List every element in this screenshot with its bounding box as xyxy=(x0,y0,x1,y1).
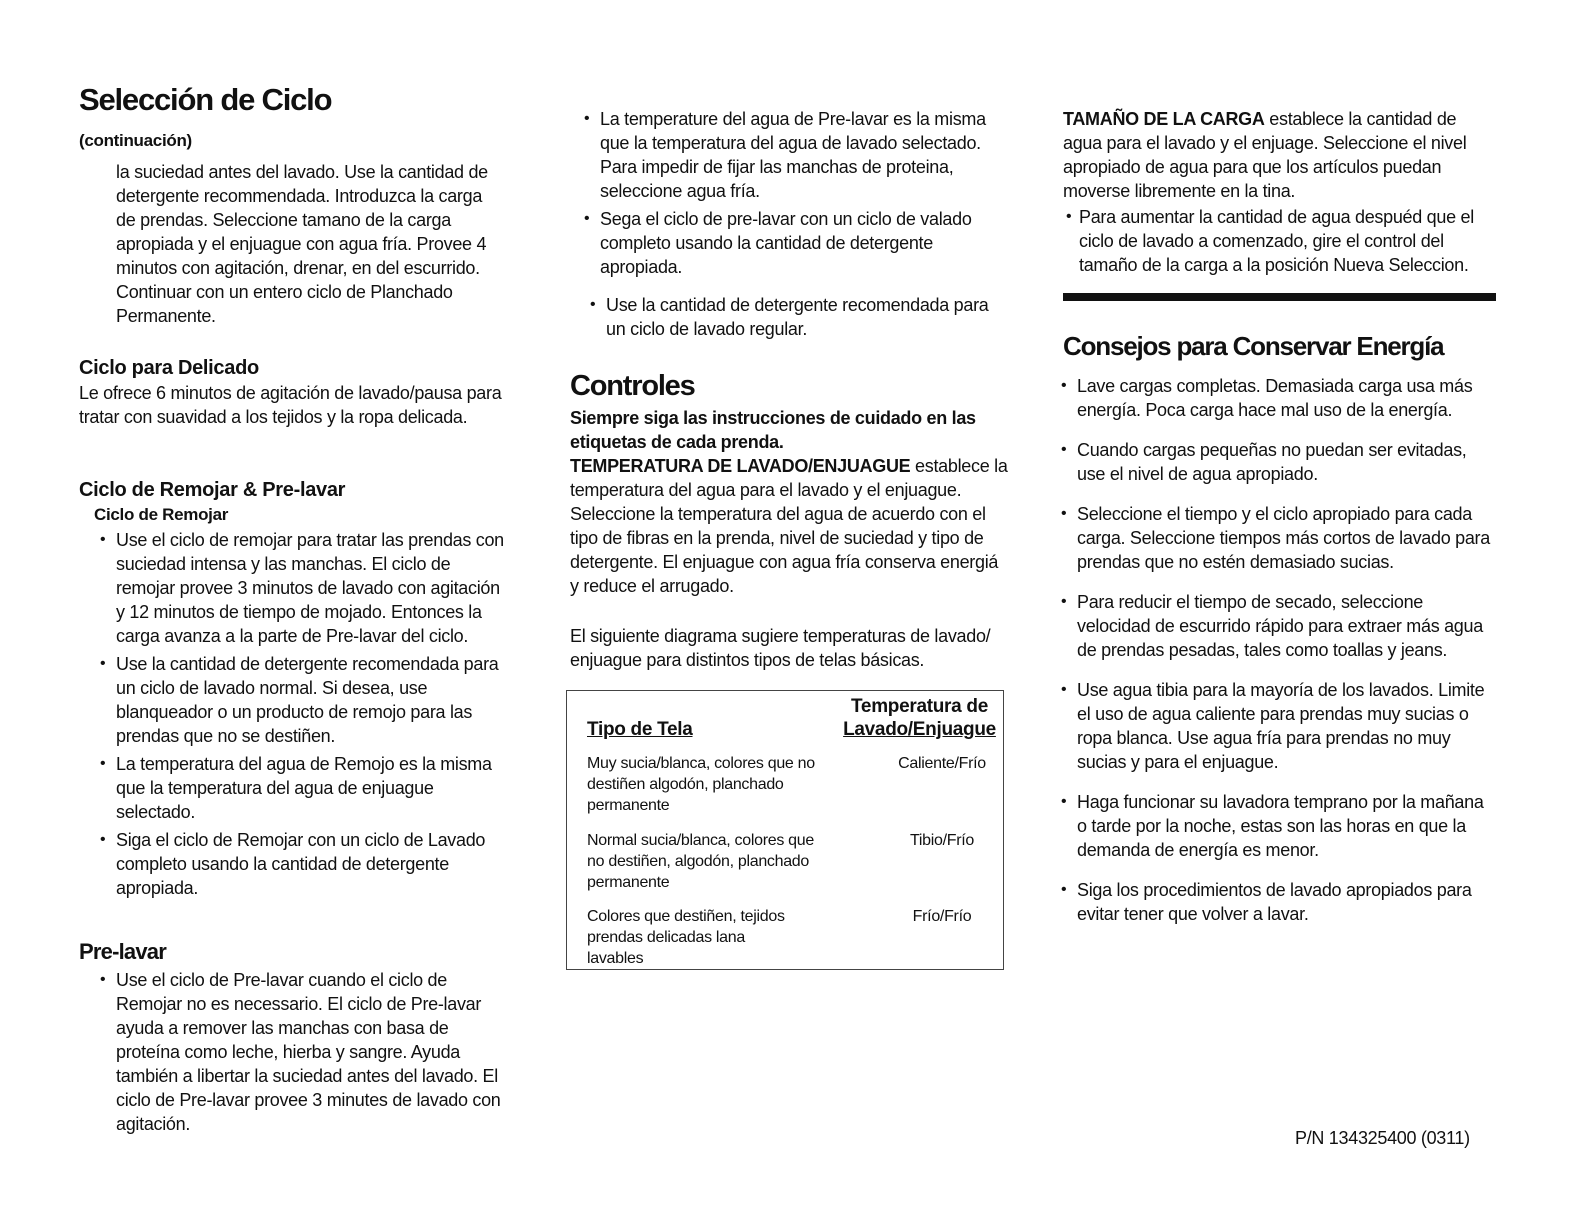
temperature-text: establece la temperatura del agua para el lavado y el enjuague. Seleccione la temperatura del agua de acuerdo con el tipo de fibras en la prenda, nivel de suciedad y tipo de detergente. El enjuague con agua fría conserva energiá y reduce el arrugado. xyxy=(570,456,1008,596)
intro-paragraph: la suciedad antes del lavado. Use la cantidad de detergente recommendada. Introduzca la carga de prendas. Seleccione tamano de la carga apropiada y el enjuague con agua fría. Provee 4 minutos con agitación, drenar, en del escurrido. Continuar con un entero ciclo de Planchado Permanente. xyxy=(116,162,488,326)
controles-heading: Controles xyxy=(570,370,695,402)
list-item-text: Haga funcionar su lavadora temprano por la mañana o tarde por la noche, estas son las horas en que la demanda de energía es menor. xyxy=(1077,792,1484,860)
continuation-label: (continuación) xyxy=(79,131,192,150)
energy-list xyxy=(1061,374,1497,926)
list-item: • Lave cargas completas. Demasiada carga usa más energía. Poca carga hace mal uso de la energía. xyxy=(1061,376,1473,420)
table-cell-fabric: Normal sucia/blanca, colores que no destiñen, algodón, planchado permanente xyxy=(587,832,814,891)
table-cell-temperature: Tibio/Frío xyxy=(910,832,974,849)
load-size-text: establece la cantidad de agua para el lavado y el enjuage. Seleccione el nivel apropiado de agua para que los artículos puedan moverse libremente en la tina. xyxy=(1063,109,1467,201)
list-item: • Siga el ciclo de Remojar con un ciclo de Lavado completo usando la cantidad de detergente apropiada. xyxy=(100,830,486,898)
table-header-temperature-line2: Lavado/Enjuague xyxy=(843,719,996,740)
list-item-text: Para reducir el tiempo de secado, seleccione velocidad de escurrido rápido para extraer más agua de prendas pesadas, tales como toallas y jeans. xyxy=(1077,592,1483,660)
list-item: • La temperature del agua de Pre-lavar es la misma que la temperatura del agua de lavado selectado. Para impedir de fijar las manchas de proteina, seleccione agua fría. xyxy=(584,109,986,201)
delicado-heading: Ciclo para Delicado xyxy=(79,357,259,379)
temperature-label: TEMPERATURA DE LAVADO/ENJUAGUE xyxy=(570,456,911,476)
list-item-text: Use agua tibia para la mayoría de los lavados. Limite el uso de agua caliente para prendas muy sucias o ropa blanca. Use agua fría para prendas no muy sucias y para el enjuague. xyxy=(1077,680,1485,772)
table-row xyxy=(587,830,987,893)
diagram-intro: El siguiente diagrama sugiere temperaturas de lavado/ enjuague para distintos tipos de telas básicas. xyxy=(570,626,991,670)
care-instruction: Siempre siga las instrucciones de cuidado en las etiquetas de cada prenda. xyxy=(570,408,976,452)
list-item-text: Sega el ciclo de pre-lavar con un ciclo de valado completo usando la cantidad de detergente apropiada. xyxy=(600,209,972,277)
list-item-text: Lave cargas completas. Demasiada carga usa más energía. Poca carga hace mal uso de la energía. xyxy=(1077,376,1473,420)
list-item: • Use el ciclo de Pre-lavar cuando el ciclo de Remojar no es necessario. El ciclo de Pre-lavar ayuda a remover las manchas con basa de proteína como leche, hierba y sangre. Ayuda también a libertar la suciedad antes del lavado. El ciclo de Pre-lavar provee 3 minutes de lavado con agitación. xyxy=(100,970,501,1134)
list-item-text: Siga el ciclo de Remojar con un ciclo de Lavado completo usando la cantidad de detergente apropiada. xyxy=(116,830,486,898)
page-title: Selección de Ciclo xyxy=(79,82,332,117)
load-size-label: TAMAÑO DE LA CARGA xyxy=(1063,109,1265,129)
list-item-text: La temperatura del agua de Remojo es la misma que la temperatura del agua de enjuague selectado. xyxy=(116,754,492,822)
list-item-text: Para aumentar la cantidad de agua despuéd que el ciclo de lavado a comenzado, gire el control del tamaño de la carga a la posición Nueva Seleccion. xyxy=(1079,207,1474,275)
table-header-temperature xyxy=(842,695,997,741)
delicado-text: Le ofrece 6 minutos de agitación de lavado/pausa para tratar con suavidad a los tejidos y la ropa delicada. xyxy=(79,383,502,427)
list-item: • Cuando cargas pequeñas no puedan ser evitadas, use el nivel de agua apropiado. xyxy=(1061,440,1467,484)
section-divider xyxy=(1063,293,1496,301)
prelavar-heading: Pre-lavar xyxy=(79,939,166,964)
list-item-text: Use el ciclo de remojar para tratar las prendas con suciedad intensa y las manchas. El ciclo de remojar provee 3 minutos de lavado con agitación y 12 minutos de tiempo de mojado. Entonces la carga avanza a la parte de Pre-lavar del ciclo. xyxy=(116,530,504,646)
list-item: • Seleccione el tiempo y el ciclo apropiado para cada carga. Seleccione tiempos más cortos de lavado para prendas que no estén demasiado sucias. xyxy=(1061,504,1490,572)
fabric-temperature-table xyxy=(566,690,1004,970)
part-number: P/N 134325400 (0311) xyxy=(1295,1128,1470,1148)
table-cell-fabric: Muy sucia/blanca, colores que no destiñen algodón, planchado permanente xyxy=(587,755,815,814)
list-item-text: Use la cantidad de detergente recomendada para un ciclo de lavado normal. Si desea, use blanqueador o un producto de remojo para las prendas que no se destiñen. xyxy=(116,654,499,746)
list-item: • Use el ciclo de remojar para tratar las prendas con suciedad intensa y las manchas. El ciclo de remojar provee 3 minutos de lavado con agitación y 12 minutos de tiempo de mojado. Entonces la carga avanza a la parte de Pre-lavar del ciclo. xyxy=(100,530,504,646)
list-item: • Use agua tibia para la mayoría de los lavados. Limite el uso de agua caliente para prendas muy sucias o ropa blanca. Use agua fría para prendas no muy sucias y para el enjuague. xyxy=(1061,680,1485,772)
list-item: • Siga los procedimientos de lavado apropiados para evitar tener que volver a lavar. xyxy=(1061,880,1472,924)
list-item-text: Seleccione el tiempo y el ciclo apropiado para cada carga. Seleccione tiempos más cortos de lavado para prendas que no estén demasiado sucias. xyxy=(1077,504,1490,572)
remojar-list xyxy=(100,528,504,900)
list-item-text: Use la cantidad de detergente recomendada para un ciclo de lavado regular. xyxy=(606,295,989,339)
list-item: • Use la cantidad de detergente recomendada para un ciclo de lavado regular. xyxy=(590,295,989,339)
list-item-text: Use el ciclo de Pre-lavar cuando el ciclo de Remojar no es necessario. El ciclo de Pre-lavar ayuda a remover las manchas con basa de proteína como leche, hierba y sangre. Ayuda también a libertar la suciedad antes del lavado. El ciclo de Pre-lavar provee 3 minutes de lavado con agitación. xyxy=(116,970,501,1134)
regular-list xyxy=(590,293,1010,341)
table-row xyxy=(587,906,987,969)
load-size-paragraph xyxy=(1063,107,1493,203)
energy-heading: Consejos para Conservar Energía xyxy=(1063,331,1444,361)
table-header-fabric xyxy=(587,718,693,741)
remojar-heading: Ciclo de Remojar & Pre-lavar xyxy=(79,479,346,501)
list-item: • Use la cantidad de detergente recomendada para un ciclo de lavado normal. Si desea, use blanqueador o un producto de remojo para las prendas que no se destiñen. xyxy=(100,654,499,746)
list-item-text: Siga los procedimientos de lavado apropiados para evitar tener que volver a lavar. xyxy=(1077,880,1472,924)
list-item: • Para reducir el tiempo de secado, seleccione velocidad de escurrido rápido para extraer más agua de prendas pesadas, tales como toallas y jeans. xyxy=(1061,592,1483,660)
list-item-text: La temperature del agua de Pre-lavar es la misma que la temperatura del agua de lavado selectado. Para impedir de fijar las manchas de proteina, seleccione agua fría. xyxy=(600,109,986,201)
table-row xyxy=(587,753,987,816)
table-header-temperature-line1: Temperatura de xyxy=(851,696,988,717)
table-cell-temperature: Frío/Frío xyxy=(912,908,972,925)
prelavar-list xyxy=(100,968,504,1136)
list-item-text: Cuando cargas pequeñas no puedan ser evitadas, use el nivel de agua apropiado. xyxy=(1077,440,1467,484)
remojar-subheading: Ciclo de Remojar xyxy=(94,505,229,524)
table-cell-fabric: Colores que destiñen, tejidos prendas delicadas lana lavables xyxy=(587,908,785,967)
list-item: • Haga funcionar su lavadora temprano por la mañana o tarde por la noche, estas son las horas en que la demanda de energía es menor. xyxy=(1061,792,1484,860)
table-cell-temperature: Caliente/Frío xyxy=(898,755,986,772)
prelavar-continued-list xyxy=(584,107,1010,279)
load-size-list xyxy=(1066,205,1497,277)
list-item: • Para aumentar la cantidad de agua despuéd que el ciclo de lavado a comenzado, gire el control del tamaño de la carga a la posición Nueva Seleccion. xyxy=(1066,207,1474,275)
table-header-fabric-text: Tipo de Tela xyxy=(587,719,693,740)
list-item: • Sega el ciclo de pre-lavar con un ciclo de valado completo usando la cantidad de detergente apropiada. xyxy=(584,209,972,277)
list-item: • La temperatura del agua de Remojo es la misma que la temperatura del agua de enjuague selectado. xyxy=(100,754,492,822)
table-header-temperature-line2-wrap xyxy=(842,718,997,741)
temperature-paragraph xyxy=(570,454,1010,598)
